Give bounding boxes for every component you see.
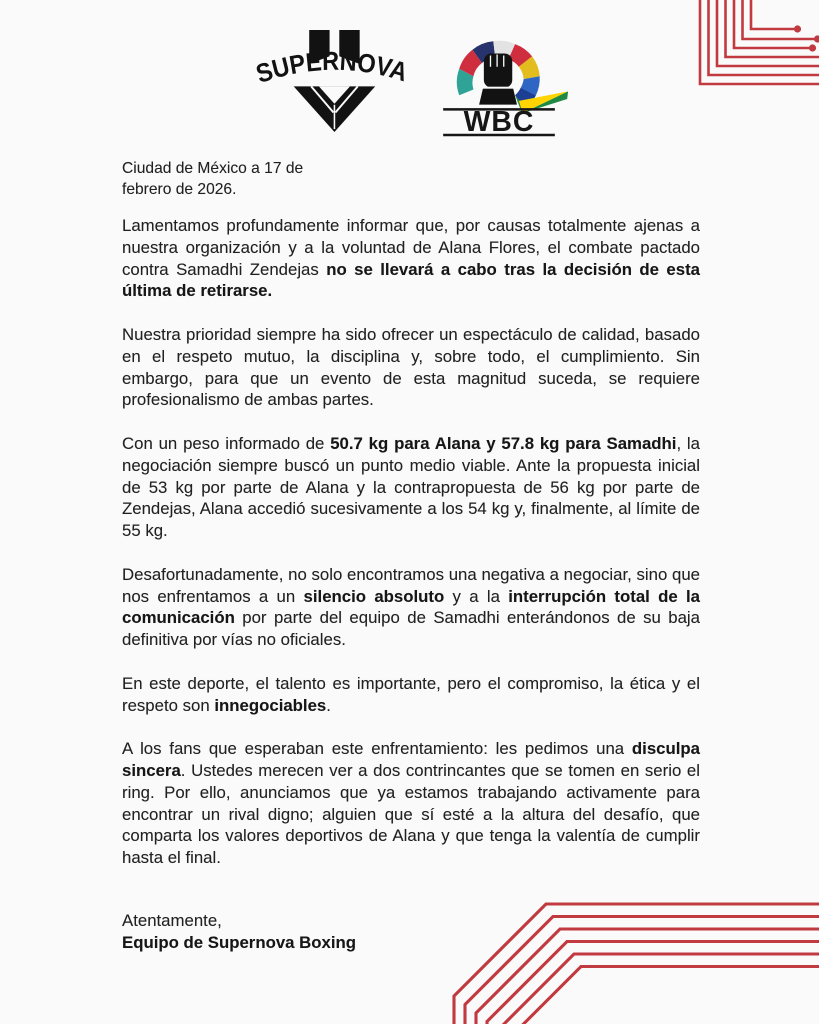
text-run: silencio absoluto: [303, 586, 445, 606]
body-paragraph: [122, 324, 700, 411]
wbc-logo: [428, 22, 570, 140]
text-run: Desafortunadamente, no solo encontramos una negativa a negociar, sino que nos enfrentamos a un: [122, 564, 700, 606]
circuit-lines-decoration-top-right: [689, 0, 819, 100]
text-run: y a la: [444, 586, 509, 606]
closing-line: Atentamente,: [122, 911, 222, 930]
dateline-city: Ciudad de México a 17 de: [122, 160, 304, 177]
wbc-fist-icon: [479, 54, 517, 105]
letter-body: [122, 215, 700, 891]
body-paragraph: [122, 564, 700, 651]
dateline-date: febrero de 2026.: [122, 181, 237, 198]
text-run: no se llevará a cabo tras la decisión de esta última de retirarse.: [122, 259, 700, 301]
text-run: . Ustedes merecen ver a dos contrincantes que se tomen en serio el ring. Por ello, anunciamos que ya estamos trabajando activamente para encontrar un rival digno; alguien que sí esté a la altura del desafío, que comparta los valores deportivos de Alana y que tenga la valentía de cumplir hasta el final.: [122, 760, 700, 868]
supernova-logo: [250, 24, 415, 138]
text-run: por parte del equipo de Samadhi enterándonos de su baja definitiva por vías no oficiales.: [122, 608, 700, 650]
text-run: 50.7 kg para Alana y 57.8 kg para Samadhi: [330, 433, 677, 453]
text-run: A los fans que esperaban este enfrentamiento: les pedimos una: [122, 739, 632, 759]
text-run: En este deporte, el talento es importante, pero el compromiso, la ética y el respeto son: [122, 673, 700, 715]
body-paragraph: [122, 215, 700, 302]
signature-block: [122, 910, 522, 954]
text-run: Nuestra prioridad siempre ha sido ofrecer un espectáculo de calidad, basado en el respeto mutuo, la disciplina y, sobre todo, el cumplimiento. Sin embargo, para que un evento de esta magnitud suceda, se requiere profesionalismo de ambas partes.: [122, 324, 700, 410]
text-run: interrupción total de la comunicación: [122, 586, 700, 628]
body-paragraph: [122, 673, 700, 717]
text-run: .: [326, 695, 331, 715]
text-run: disculpa sincera: [122, 739, 700, 780]
body-paragraph: [122, 433, 700, 542]
text-run: Lamentamos profundamente informar que, por causas totalmente ajenas a nuestra organización y a la voluntad de Alana Flores, el combate pactado contra Samadhi Zendejas: [122, 216, 700, 279]
text-run: Con un peso informado de: [122, 433, 331, 453]
dateline: [122, 158, 422, 200]
text-run: , la negociación siempre buscó un punto medio viable. Ante la propuesta inicial de 53 kg por parte de Alana y la contrapropuesta de 56 kg por parte de Zendejas, Alana accedió sucesivamente a los 54 kg y, finalmente, al límite de 55 kg.: [122, 433, 700, 541]
body-paragraph: [122, 738, 700, 869]
signature-team: Equipo de Supernova Boxing: [122, 933, 357, 952]
supernova-wordmark: SUPERNOVA: [252, 45, 414, 89]
wbc-wordmark: WBC: [463, 106, 535, 139]
text-run: innegociables: [214, 695, 327, 715]
